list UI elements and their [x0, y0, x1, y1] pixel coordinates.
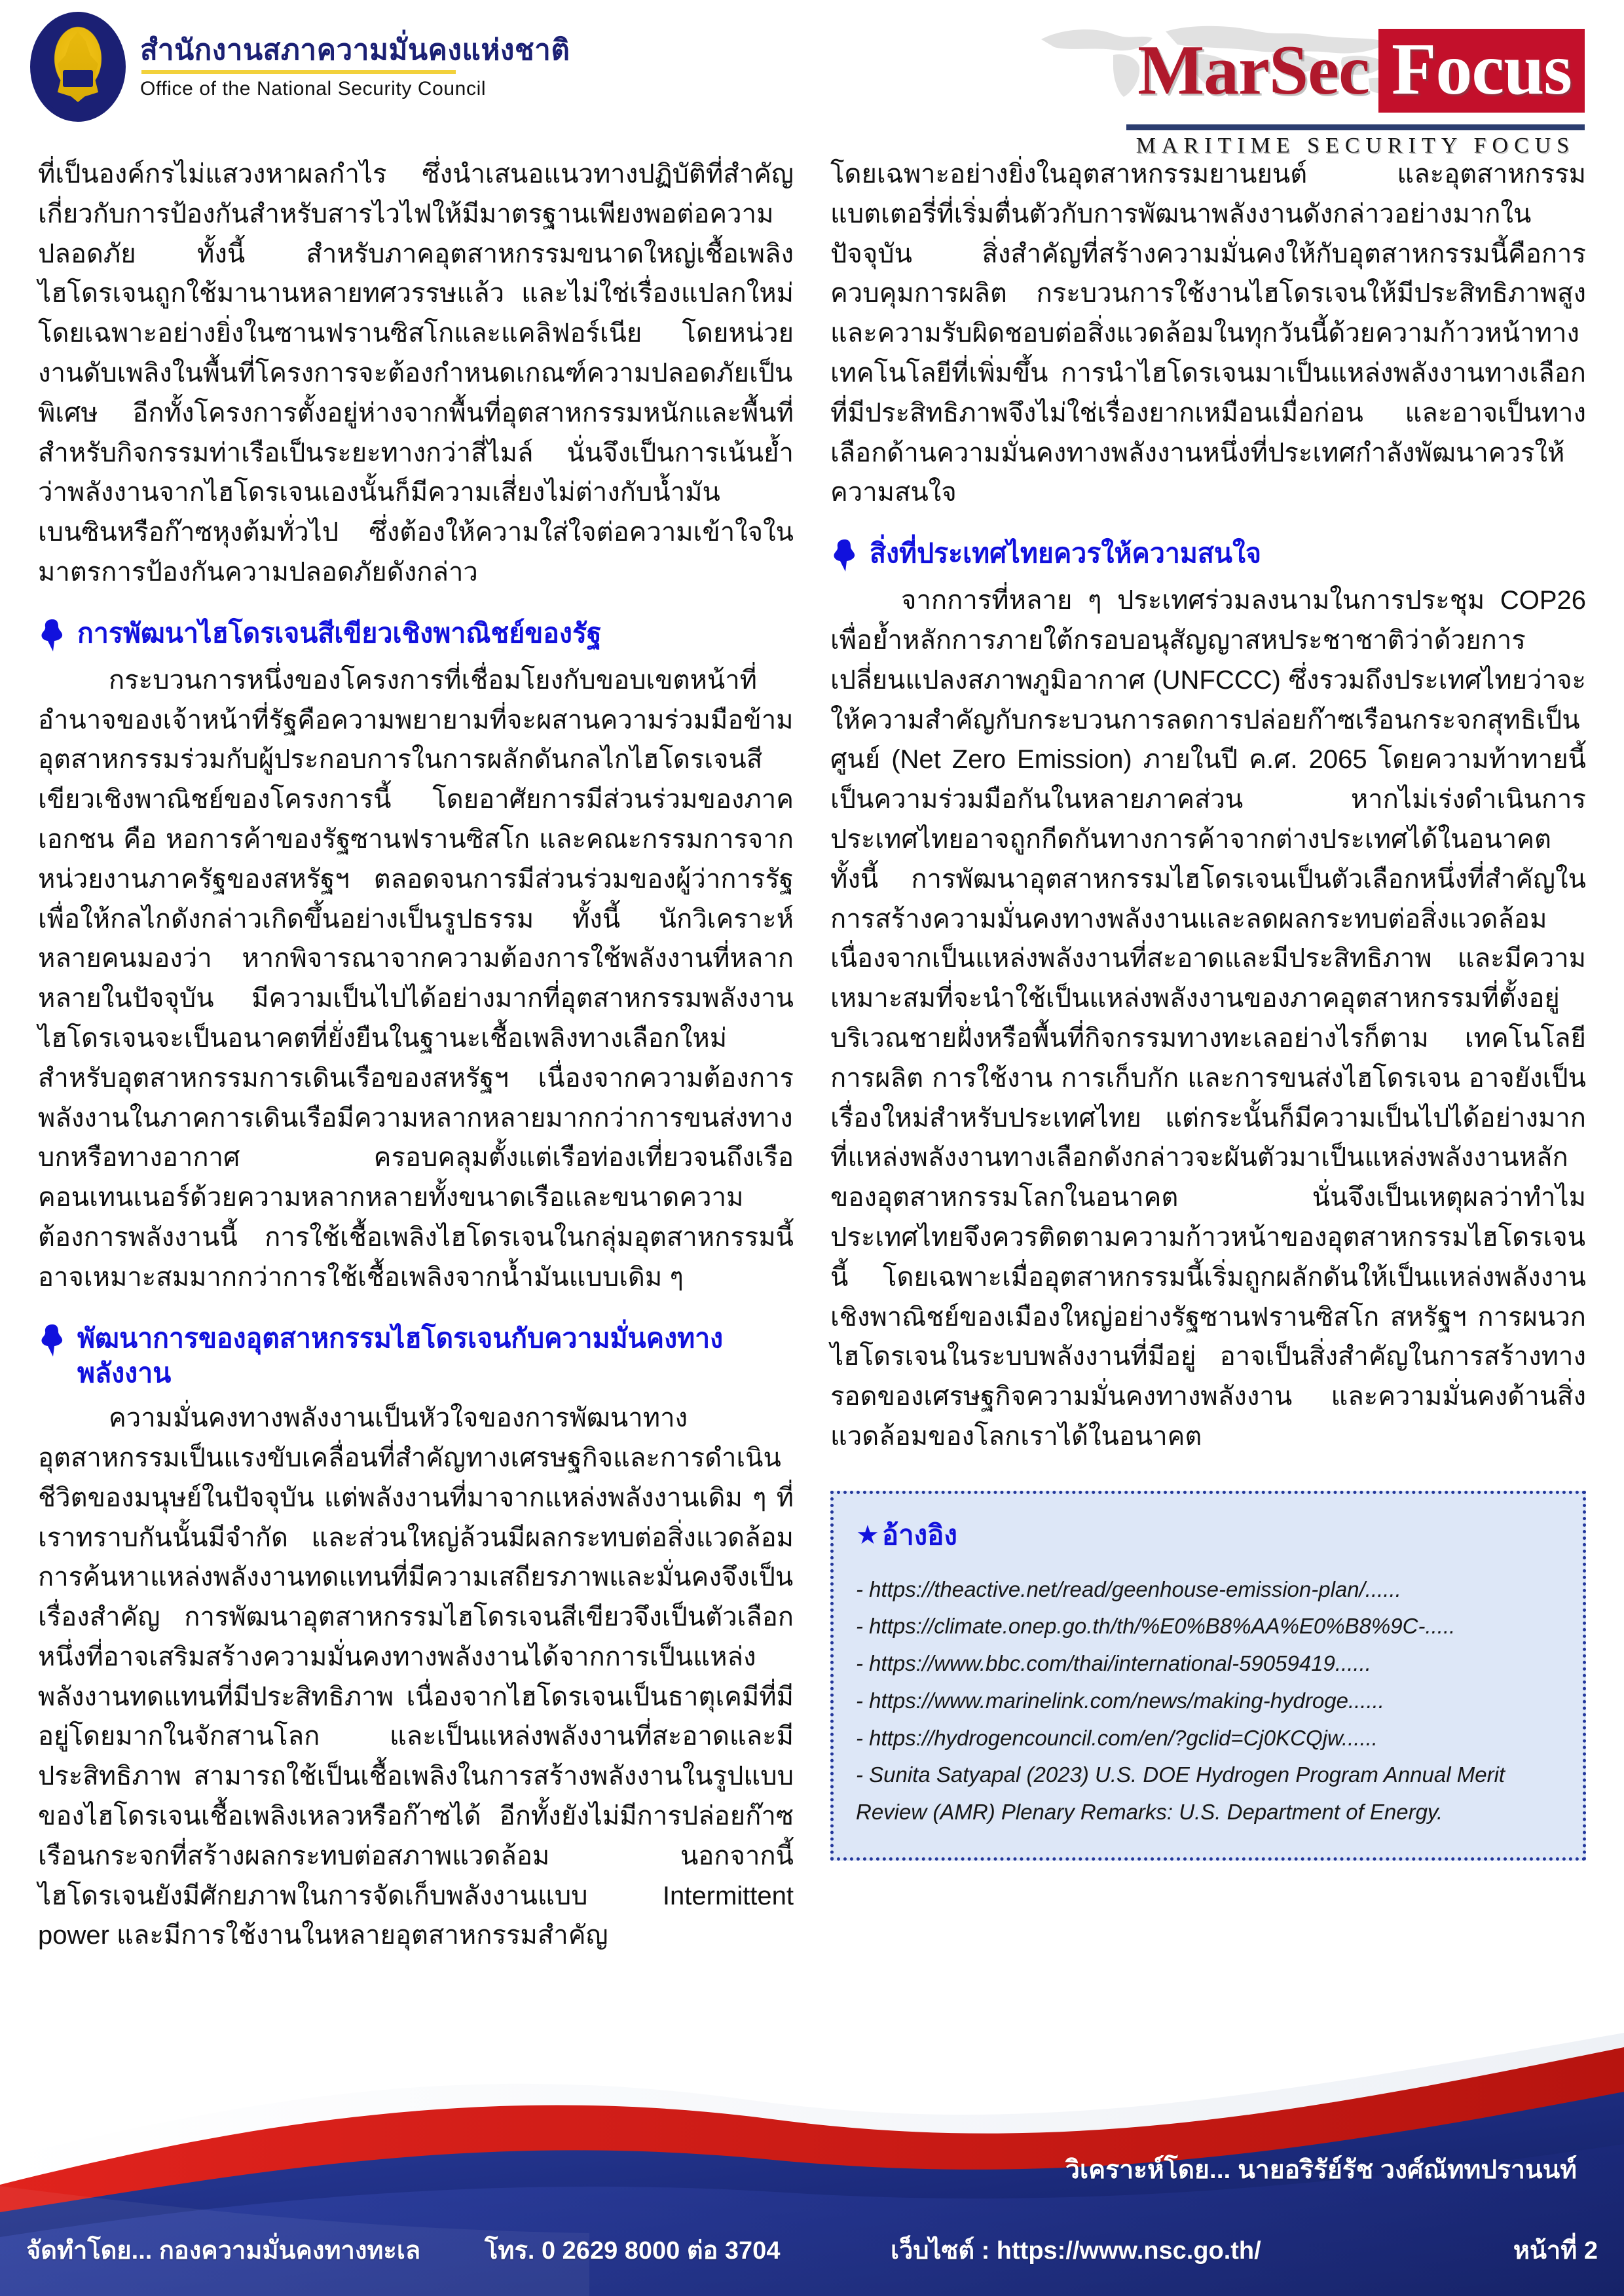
- pushpin-icon: [830, 538, 859, 573]
- reference-item: - Sunita Satyapal (2023) U.S. DOE Hydrogen Program Annual Merit Review (AMR) Plenary Remarks: U.S. Department of Energy.: [856, 1762, 1505, 1825]
- left-heading-2-row: [38, 1321, 794, 1391]
- page-header: [0, 0, 1624, 158]
- page-footer: [0, 2021, 1624, 2296]
- left-heading-1-row: [38, 616, 794, 653]
- marsec-focus-logo: [1008, 9, 1585, 158]
- pushpin-icon: [38, 1322, 67, 1358]
- left-paragraph-3: ความมั่นคงทางพลังงานเป็นหัวใจของการพัฒนาทางอุตสาหกรรมเป็นแรงขับเคลื่อนที่สำคัญทางเศรษฐกิจและการดำเนินชีวิตของมนุษย์ในปัจจุบัน แต่พลังงานที่มาจากแหล่งพลังงานเดิม ๆ ที่เราทราบกันนั้นมีจำกัด และส่วนใหญ่ล้วนมีผลกระทบต่อสิ่งแวดล้อม การค้นหาแหล่งพลังงานทดแทนที่มีความเสถียรภาพและมั่นคงจึงเป็นเรื่องสำคัญ การพัฒนาอุตสาหกรรมไฮโดรเจนสีเขียวจึงเป็นตัวเลือกหนึ่งที่อาจเสริมสร้างความมั่นคงทางพลังงานได้จากการเป็นแหล่งพลังงานทดแทนที่มีประสิทธิภาพ เนื่องจากไฮโดรเจนเป็นธาตุเคมีที่มีอยู่โดยมากในจักสานโลก และเป็นแหล่งพลังงานที่สะอาดและมีประสิทธิภาพ สามารถใช้เป็นเชื้อเพลิงในการสร้างพลังงานในรูปแบบของไฮโดรเจนเชื้อเพลิงเหลวหรือก๊าซได้ อีกทั้งยังไม่มีการปล่อยก๊าซเรือนกระจกที่สร้างผลกระทบต่อสภาพแวดล้อม นอกจากนี้ ไฮโดรเจนยังมีศักยภาพในการจัดเก็บพลังงานแบบ Intermittent power และมีการใช้งานในหลายอุตสาหกรรมสำคัญ: [38, 1404, 794, 1950]
- right-column: [830, 155, 1586, 2092]
- reference-item[interactable]: - https://theactive.net/read/geenhouse-emission-plan/......: [856, 1576, 1401, 1601]
- nsc-logo: [30, 12, 570, 122]
- marsec-wordmark: [1008, 29, 1585, 113]
- marsec-word: MarSec: [1137, 31, 1369, 109]
- references-title-row: [856, 1514, 1563, 1557]
- focus-word: Focus: [1392, 29, 1572, 110]
- focus-red-box: [1378, 29, 1585, 113]
- left-heading-1: การพัฒนาไฮโดรเจนสีเขียวเชิงพาณิชย์ของรัฐ: [77, 617, 602, 648]
- reference-item[interactable]: - https://www.bbc.com/thai/international-59059419......: [856, 1651, 1371, 1676]
- marsec-tagline: MARITIME SECURITY FOCUS: [1135, 134, 1576, 158]
- reference-item[interactable]: - https://hydrogencouncil.com/en/?gclid=Cj0KCQjw......: [856, 1725, 1378, 1750]
- footer-info-bar: [0, 2230, 1624, 2270]
- right-paragraph-2: จากการที่หลาย ๆ ประเทศร่วมลงนามในการประชุม COP26 เพื่อย้ำหลักการภายใต้กรอบอนุสัญญาสหประชาชาติว่าด้วยการเปลี่ยนแปลงสภาพภูมิอากาศ (UNFCCC) ซึ่งรวมถึงประเทศไทยว่าจะให้ความสำคัญกับกระบวนการลดการปล่อยก๊าซเรือนกระจกสุทธิเป็นศูนย์ (Net Zero Emission) ภายในปี ค.ศ. 2065 โดยความท้าทายนี้เป็นความร่วมมือกันในหลายภาคส่วน หากไม่เร่งดำเนินการประเทศไทยอาจถูกกีดกันทางการค้าจากต่างประเทศได้ในอนาคต ทั้งนี้ การพัฒนาอุตสาหกรรมไฮโดรเจนเป็นตัวเลือกหนึ่งที่สำคัญในการสร้างความมั่นคงทางพลังงานและลดผลกระทบต่อสิ่งแวดล้อม เนื่องจากเป็นแหล่งพลังงานที่สะอาดและมีประสิทธิภาพ และมีความเหมาะสมที่จะนำใช้เป็นแหล่งพลังงานของภาคอุตสาหกรรมที่ตั้งอยู่บริเวณชายฝั่งหรือพื้นที่กิจกรรมทางทะเลอย่างไรก็ตาม เทคโนโลยีการผลิต การใช้งาน การเก็บกัก และการขนส่งไฮโดรเจน อาจยังเป็นเรื่องใหม่สำหรับประเทศไทย แต่กระนั้นก็มีความเป็นไปได้อย่างมากที่แหล่งพลังงานทางเลือกดังกล่าวจะผันตัวมาเป็นแหล่งพลังงานหลักของอุตสาหกรรมโลกในอนาคต นั่นจึงเป็นเหตุผลว่าทำไมประเทศไทยจึงควรติดตามความก้าวหน้าของอุตสาหกรรมไฮโดรเจนนี้ โดยเฉพาะเมื่ออุตสาหกรรมนี้เริ่มถูกผลักดันให้เป็นแหล่งพลังงานเชิงพาณิชย์ของเมืองใหญ่อย่างรัฐซานฟรานซิสโก สหรัฐฯ การผนวกไฮโดรเจนในระบบพลังงานที่มีอยู่ อาจเป็นสิ่งสำคัญในการสร้างทางรอดของเศรษฐกิจความมั่นคงทางพลังงาน และความมั่นคงด้านสิ่งแวดล้อมของโลกเราได้ในอนาคต: [830, 586, 1586, 1451]
- nsc-thai-name: สำนักงานสภาความมั่นคงแห่งชาติ: [140, 34, 570, 67]
- produced-by-label: จัดทำโดย... กองความมั่นคงทางทะเล: [26, 2237, 421, 2265]
- marsec-underline-rule: [1126, 124, 1585, 130]
- nsc-logo-text: [140, 34, 570, 100]
- analyst-credit: วิเคราะห์โดย... นายอริรัย์รัช วงศ์ณัททปรานนท์: [1065, 2156, 1577, 2184]
- right-paragraph-1: โดยเฉพาะอย่างยิ่งในอุตสาหกรรมยานยนต์ และอุตสาหกรรมแบตเตอรี่ที่เริ่มตื่นตัวกับการพัฒนาพลังงานดังกล่าวอย่างมากในปัจจุบัน สิ่งสำคัญที่สร้างความมั่นคงให้กับอุตสาหกรรมนี้คือการควบคุมการผลิต กระบวนการใช้งานไฮโดรเจนให้มีประสิทธิภาพสูง และความรับผิดชอบต่อสิ่งแวดล้อมในทุกวันนี้ด้วยความก้าวหน้าทางเทคโนโลยีที่เพิ่มขึ้น การนำไฮโดรเจนมาเป็นแหล่งพลังงานทางเลือกที่มีประสิทธิภาพจึงไม่ใช่เรื่องยากเหมือนเมื่อก่อน และอาจเป็นทางเลือกด้านความมั่นคงทางพลังงานหนึ่งที่ประเทศกำลังพัฒนาควรให้ความสนใจ: [830, 160, 1586, 507]
- references-box: [830, 1491, 1586, 1861]
- page-number: หน้าที่ 2: [1513, 2237, 1598, 2265]
- references-title: อ้างอิง: [881, 1519, 957, 1550]
- right-heading-1: สิ่งที่ประเทศไทยควรให้ความสนใจ: [870, 538, 1261, 569]
- article-columns: [0, 155, 1624, 2092]
- nsc-gold-rule: [141, 70, 456, 74]
- reference-item[interactable]: - https://climate.onep.go.th/th/%E0%B8%AA%E0%B8%9C-.....: [856, 1614, 1456, 1639]
- left-column: [38, 155, 794, 2092]
- telephone-label: โทร. 0 2629 8000 ต่อ 3704: [485, 2237, 781, 2265]
- garuda-seal-icon: [30, 12, 126, 122]
- star-icon: ★: [856, 1520, 879, 1550]
- left-paragraph-1: ที่เป็นองค์กรไม่แสวงหาผลกำไร ซึ่งนำเสนอแนวทางปฏิบัติที่สำคัญเกี่ยวกับการป้องกันสำหรับสารไวไฟให้มีมาตรฐานเพียงพอต่อความปลอดภัย ทั้งนี้ สำหรับภาคอุตสาหกรรมขนาดใหญ่เชื้อเพลิงไฮโดรเจนถูกใช้มานานหลายทศวรรษแล้ว และไม่ใช่เรื่องแปลกใหม่ โดยเฉพาะอย่างยิ่งในซานฟรานซิสโกและแคลิฟอร์เนีย โดยหน่วยงานดับเพลิงในพื้นที่โครงการจะต้องกำหนดเกณฑ์ความปลอดภัยเป็นพิเศษ อีกทั้งโครงการตั้งอยู่ห่างจากพื้นที่อุตสาหกรรมหนักและพื้นที่สำหรับกิจกรรมท่าเรือเป็นระยะทางกว่าสี่ไมล์ นั่นจึงเป็นการเน้นย้ำว่าพลังงานจากไฮโดรเจนเองนั้นก็มีความเสี่ยงไม่ต่างกับน้ำมันเบนซินหรือก๊าซหุงต้มทั่วไป ซึ่งต้องให้ความใส่ใจต่อความเข้าใจในมาตรการป้องกันความปลอดภัยดังกล่าว: [38, 160, 794, 587]
- nsc-english-name: Office of the National Security Council: [140, 77, 487, 100]
- left-heading-2: พัฒนาการของอุตสาหกรรมไฮโดรเจนกับความมั่นคงทางพลังงาน: [77, 1322, 724, 1388]
- pushpin-icon: [38, 617, 67, 653]
- left-paragraph-2: กระบวนการหนึ่งของโครงการที่เชื่อมโยงกับขอบเขตหน้าที่อำนาจของเจ้าหน้าที่รัฐคือความพยายามที่จะผสานความร่วมมือข้ามอุตสาหกรรมร่วมกับผู้ประกอบการในการผลักดันกลไกไฮโดรเจนสีเขียวเชิงพาณิชย์ของโครงการนี้ โดยอาศัยการมีส่วนร่วมของภาคเอกชน คือ หอการค้าของรัฐซานฟรานซิสโก และคณะกรรมการจากหน่วยงานภาครัฐของสหรัฐฯ ตลอดจนการมีส่วนร่วมของผู้ว่าการรัฐ เพื่อให้กลไกดังกล่าวเกิดขึ้นอย่างเป็นรูปธรรม ทั้งนี้ นักวิเคราะห์หลายคนมองว่า หากพิจารณาจากความต้องการใช้พลังงานที่หลากหลายในปัจจุบัน มีความเป็นไปได้อย่างมากที่อุตสาหกรรมพลังงานไฮโดรเจนจะเป็นอนาคตที่ยั่งยืนในฐานะเชื้อเพลิงทางเลือกใหม่สำหรับอุตสาหกรรมการเดินเรือของสหรัฐฯ เนื่องจากความต้องการพลังงานในภาคการเดินเรือมีความหลากหลายมากกว่าการขนส่งทางบกหรือทางอากาศ ครอบคลุมตั้งแต่เรือท่องเที่ยวจนถึงเรือคอนเทนเนอร์ด้วยความหลากหลายทั้งขนาดเรือและขนาดความต้องการพลังงานนี้ การใช้เชื้อเพลิงไฮโดรเจนในกลุ่มอุตสาหกรรมนี้อาจเหมาะสมมากกว่าการใช้เชื้อเพลิงจากน้ำมันแบบเดิม ๆ: [38, 665, 794, 1292]
- right-heading-1-row: [830, 536, 1586, 573]
- reference-item[interactable]: - https://www.marinelink.com/news/making-hydroge......: [856, 1688, 1384, 1713]
- website-link[interactable]: เว็บไซต์ : https://www.nsc.go.th/: [891, 2237, 1261, 2265]
